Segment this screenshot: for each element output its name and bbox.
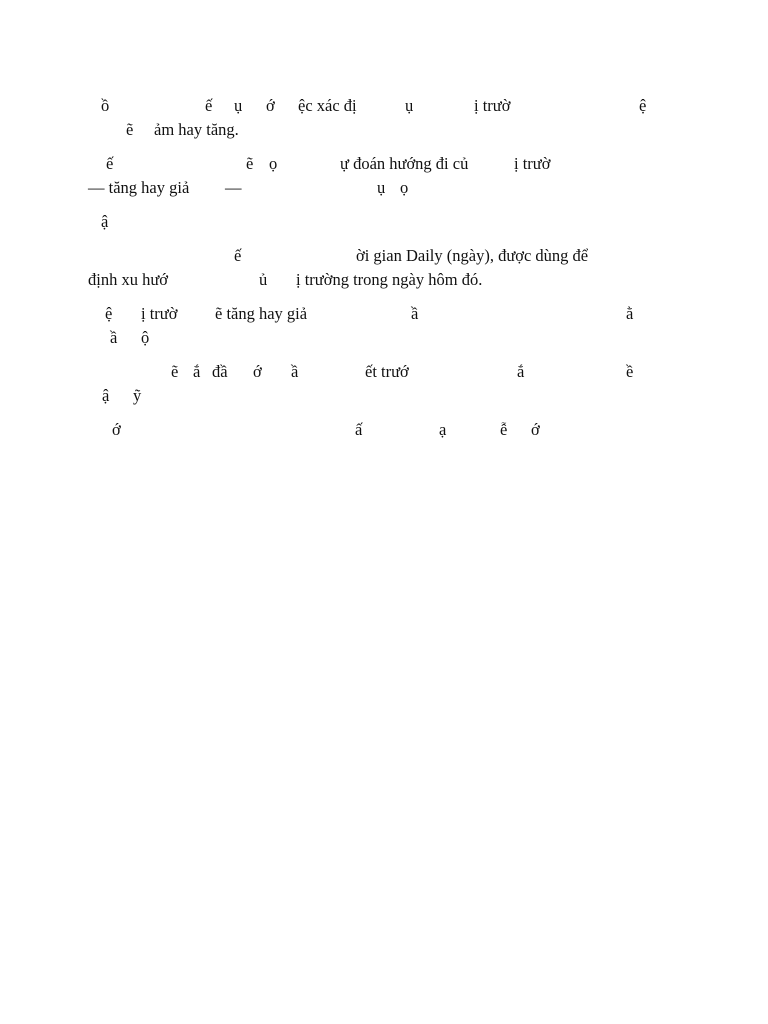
text-fragment: ồ xyxy=(101,96,110,115)
text-fragment: ộ xyxy=(141,328,150,347)
text-fragment: ẽ xyxy=(246,154,254,173)
text-fragment: ệ xyxy=(105,304,113,323)
text-fragment: ự đoán hướng đi củ xyxy=(340,154,469,173)
text-fragment: định xu hướ xyxy=(88,270,169,289)
text-fragment: ề xyxy=(626,362,634,381)
text-fragment: ạ xyxy=(439,420,447,439)
text-fragment: ủ xyxy=(259,270,268,289)
text-fragment: ụ xyxy=(377,178,386,197)
text-fragment: ớ xyxy=(531,420,540,439)
text-fragment: ầ xyxy=(110,328,118,347)
text-fragment: ế xyxy=(106,154,114,173)
text-fragment: — xyxy=(225,178,242,197)
text-fragment: ấ xyxy=(355,420,363,439)
text-fragment: ết trướ xyxy=(365,362,409,381)
text-fragment: ụ xyxy=(234,96,243,115)
text-fragment: ầ xyxy=(291,362,299,381)
text-fragment: ễ xyxy=(500,420,508,439)
text-fragment: ậ xyxy=(102,386,110,405)
text-fragment: ẽ tăng hay giả xyxy=(215,304,308,323)
text-fragment: ụ xyxy=(405,96,414,115)
text-fragment: ắ xyxy=(193,362,201,381)
text-fragment: ời gian Daily (ngày), được dùng để xyxy=(356,246,589,265)
text-fragment: ớ xyxy=(112,420,121,439)
text-fragment: ọ xyxy=(269,154,278,173)
text-fragment: ệ xyxy=(639,96,647,115)
text-fragment: ảm hay tăng. xyxy=(154,120,239,139)
text-fragment: ị trườ xyxy=(141,304,178,323)
text-fragment: ị trường trong ngày hôm đó. xyxy=(296,270,483,289)
text-fragment: ớ xyxy=(253,362,262,381)
text-fragment: ọ xyxy=(400,178,409,197)
text-fragment: ế xyxy=(234,246,242,265)
text-fragment: ầ xyxy=(411,304,419,323)
text-fragment: đầ xyxy=(212,362,228,381)
text-fragment: ắ xyxy=(517,362,525,381)
text-fragment: ị trườ xyxy=(514,154,551,173)
text-fragment: ằ xyxy=(626,304,634,323)
text-fragment: ẽ xyxy=(171,362,179,381)
text-fragment: ị trườ xyxy=(474,96,511,115)
text-fragment: ậ xyxy=(101,212,109,231)
text-fragment: ệc xác đị xyxy=(298,96,357,115)
text-fragment: ẽ xyxy=(126,120,134,139)
text-fragment: ỹ xyxy=(133,386,142,405)
text-fragment: — tăng hay giả xyxy=(88,178,190,197)
text-fragment: ớ xyxy=(266,96,275,115)
text-fragment: ế xyxy=(205,96,213,115)
